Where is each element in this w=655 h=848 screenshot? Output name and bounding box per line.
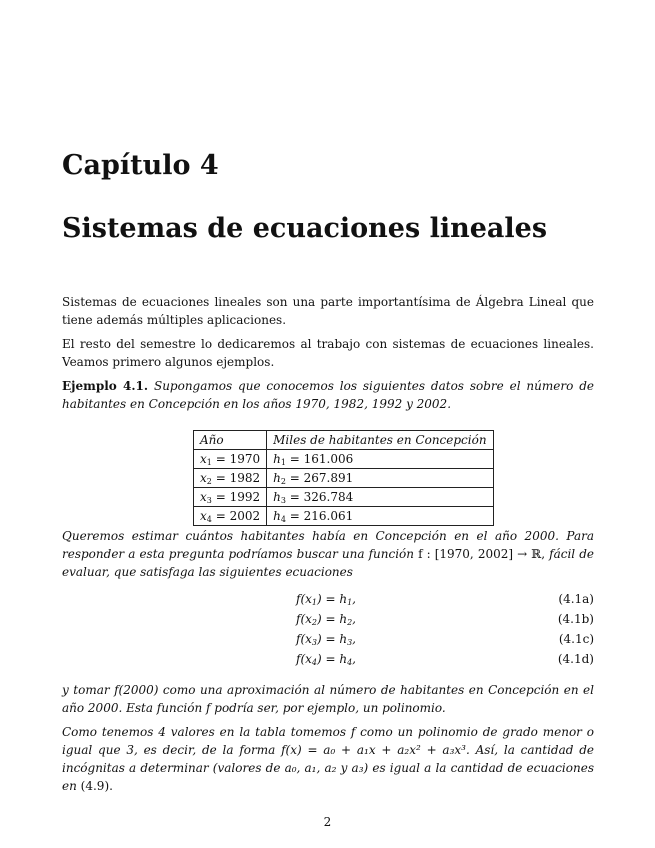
- year-cell: $x_1 = 1970$: [194, 450, 267, 469]
- example-paragraph: [62, 377, 594, 413]
- paragraph-5-b: Así, la cantidad de incógnitas a determinar (valores de: [62, 743, 594, 775]
- equation-number: (4.1b): [557, 612, 594, 626]
- table-row: [194, 488, 494, 507]
- paragraph-4: y tomar f(2000) como una aproximación al número de habitantes en Concepción en el año 2000. Esta función f podría ser, por ejemplo, un polinomio.: [62, 683, 594, 715]
- table-header-row: [194, 431, 494, 450]
- population-cell: $h_2 = 267.891$: [267, 469, 493, 488]
- paragraph-3-a: Queremos estimar cuántos habitantes había en Concepción en el año 2000. Para responder a esta pregunta podríamos buscar una función: [62, 529, 594, 561]
- paragraph-3: [62, 527, 594, 581]
- equation: $f(x_2) = h_2$,: [296, 612, 356, 627]
- header-population: Miles de habitantes en Concepción: [267, 431, 493, 450]
- unknowns: a₀, a₁, a₂ y a₃: [284, 761, 364, 775]
- chapter-label: Capítulo 4: [62, 150, 219, 181]
- population-cell: $h_4 = 216.061$: [267, 507, 493, 526]
- population-table: [193, 430, 494, 526]
- population-cell: $h_3 = 326.784$: [267, 488, 493, 507]
- year-cell: $x_3 = 1992$: [194, 488, 267, 507]
- equation-reference: (4.9).: [80, 779, 113, 793]
- header-year: Año: [194, 431, 267, 450]
- equation-number: (4.1d): [557, 652, 594, 666]
- table-row: [194, 469, 494, 488]
- paragraph-3-b: fácil de evaluar, que satisfaga las siguientes ecuaciones: [62, 547, 594, 579]
- paragraph-5-a: Como tenemos 4 valores en la tabla tomemos f como un polinomio de grado menor o igual que 3, es decir, de la forma: [62, 725, 594, 757]
- equation-number: (4.1a): [558, 592, 594, 606]
- example-text: Supongamos que conocemos los siguientes datos sobre el número de habitantes en Concepción en los años 1970, 1982, 1992 y 2002.: [62, 379, 594, 411]
- equation: $f(x_1) = h_1$,: [296, 592, 356, 607]
- equation: $f(x_3) = h_3$,: [296, 632, 356, 647]
- equation-number: (4.1c): [558, 632, 594, 646]
- intro-paragraph-1: Sistemas de ecuaciones lineales son una parte importantísima de Álgebra Lineal que tiene además múltiples aplicaciones.: [62, 295, 594, 327]
- polynomial-formula: f(x) = a₀ + a₁x + a₂x² + a₃x³.: [281, 743, 470, 757]
- equation: $f(x_4) = h_4$,: [296, 652, 356, 667]
- intro-paragraph-2: El resto del semestre lo dedicaremos al trabajo con sistemas de ecuaciones lineales. Veamos primero algunos ejemplos.: [62, 337, 594, 369]
- chapter-title: Sistemas de ecuaciones lineales: [62, 213, 548, 244]
- function-signature: f : [1970, 2002] → ℝ,: [418, 547, 546, 561]
- table-row: [194, 450, 494, 469]
- year-cell: $x_4 = 2002$: [194, 507, 267, 526]
- example-label: Ejemplo 4.1.: [62, 379, 149, 393]
- paragraph-5: [62, 723, 594, 795]
- year-cell: $x_2 = 1982$: [194, 469, 267, 488]
- paragraph-5-c: ) es igual a la cantidad de ecuaciones en: [62, 761, 594, 793]
- page-number: 2: [323, 815, 332, 829]
- table-row: [194, 507, 494, 526]
- population-cell: $h_1 = 161.006$: [267, 450, 493, 469]
